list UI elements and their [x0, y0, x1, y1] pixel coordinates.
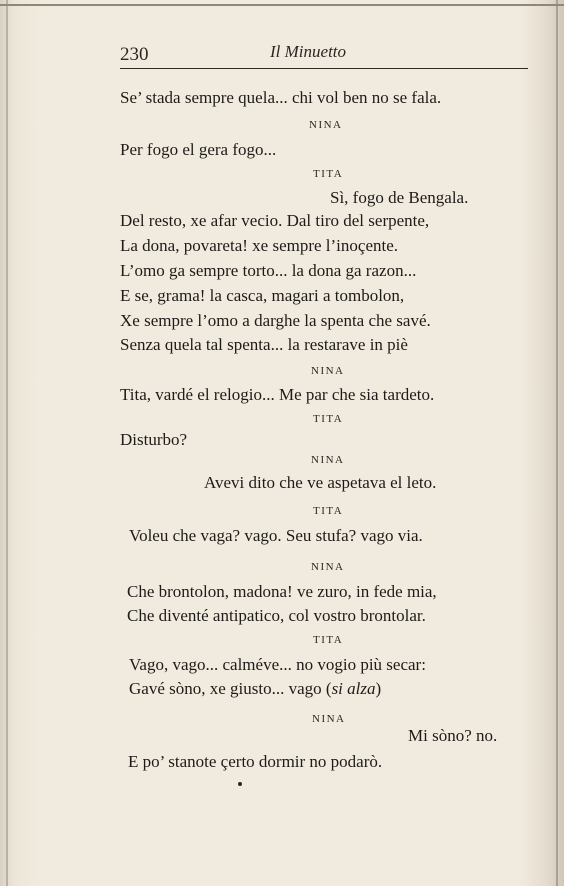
verse-line: Che diventé antipatico, col vostro brontolar.	[127, 606, 426, 625]
verse-line: La dona, povareta! xe sempre l’inoçente.	[120, 236, 399, 255]
verse-line: E po’ stanote çerto dormir no podarò.	[128, 752, 383, 771]
page-header	[120, 36, 528, 66]
verse-text: Gavé sòno, xe giusto... vago (	[129, 679, 332, 698]
verse-line: Mi sòno? no.	[408, 726, 498, 745]
verse-line: Se’ stada sempre quela... chi vol ben no se fala.	[120, 88, 442, 107]
speaker-label: TITA	[313, 634, 344, 646]
verse-line: Tita, vardé el relogio... Me par che sia tardeto.	[120, 385, 435, 404]
verse-line: Vago, vago... calméve... no vogio più secar:	[129, 655, 426, 674]
verse-line: Senza quela tal spenta... la restarave in piè	[120, 335, 408, 354]
speaker-label: NINA	[309, 119, 343, 131]
verse-line: L’omo ga sempre torto... la dona ga razon...	[120, 261, 417, 280]
verse-text: )	[375, 679, 382, 698]
verse-line: Disturbo?	[120, 430, 188, 449]
verse-line: Avevi dito che ve aspetava el leto.	[204, 473, 437, 492]
verse-line: Che brontolon, madona! ve zuro, in fede mia,	[127, 582, 437, 601]
speaker-label: NINA	[311, 454, 345, 466]
speaker-label: NINA	[312, 713, 346, 725]
stage-direction: si alza	[331, 679, 376, 698]
page-edge-right	[556, 0, 558, 886]
speaker-label: NINA	[311, 561, 345, 573]
speaker-label: TITA	[313, 505, 344, 517]
speaker-label: TITA	[313, 168, 344, 180]
ink-dot	[238, 782, 242, 786]
verse-line: Voleu che vaga? vago. Seu stufa? vago via.	[129, 526, 423, 545]
page-edge-left	[6, 0, 8, 886]
verse-line: Per fogo el gera fogo...	[120, 140, 277, 159]
running-title: Il Minuetto	[270, 42, 347, 61]
verse-line: Xe sempre l’omo a darghe la spenta che savé.	[120, 311, 431, 330]
verse-line	[129, 679, 381, 699]
page-edge-top	[0, 4, 564, 6]
speaker-label: NINA	[311, 365, 345, 377]
verse-line: E se, grama! la casca, magari a tombolon,	[120, 286, 405, 305]
speaker-label: TITA	[313, 413, 344, 425]
page-number: 230	[120, 44, 149, 65]
verse-line: Del resto, xe afar vecio. Dal tiro del serpente,	[120, 211, 430, 230]
verse-line: Sì, fogo de Bengala.	[330, 188, 469, 207]
header-rule	[120, 68, 528, 69]
